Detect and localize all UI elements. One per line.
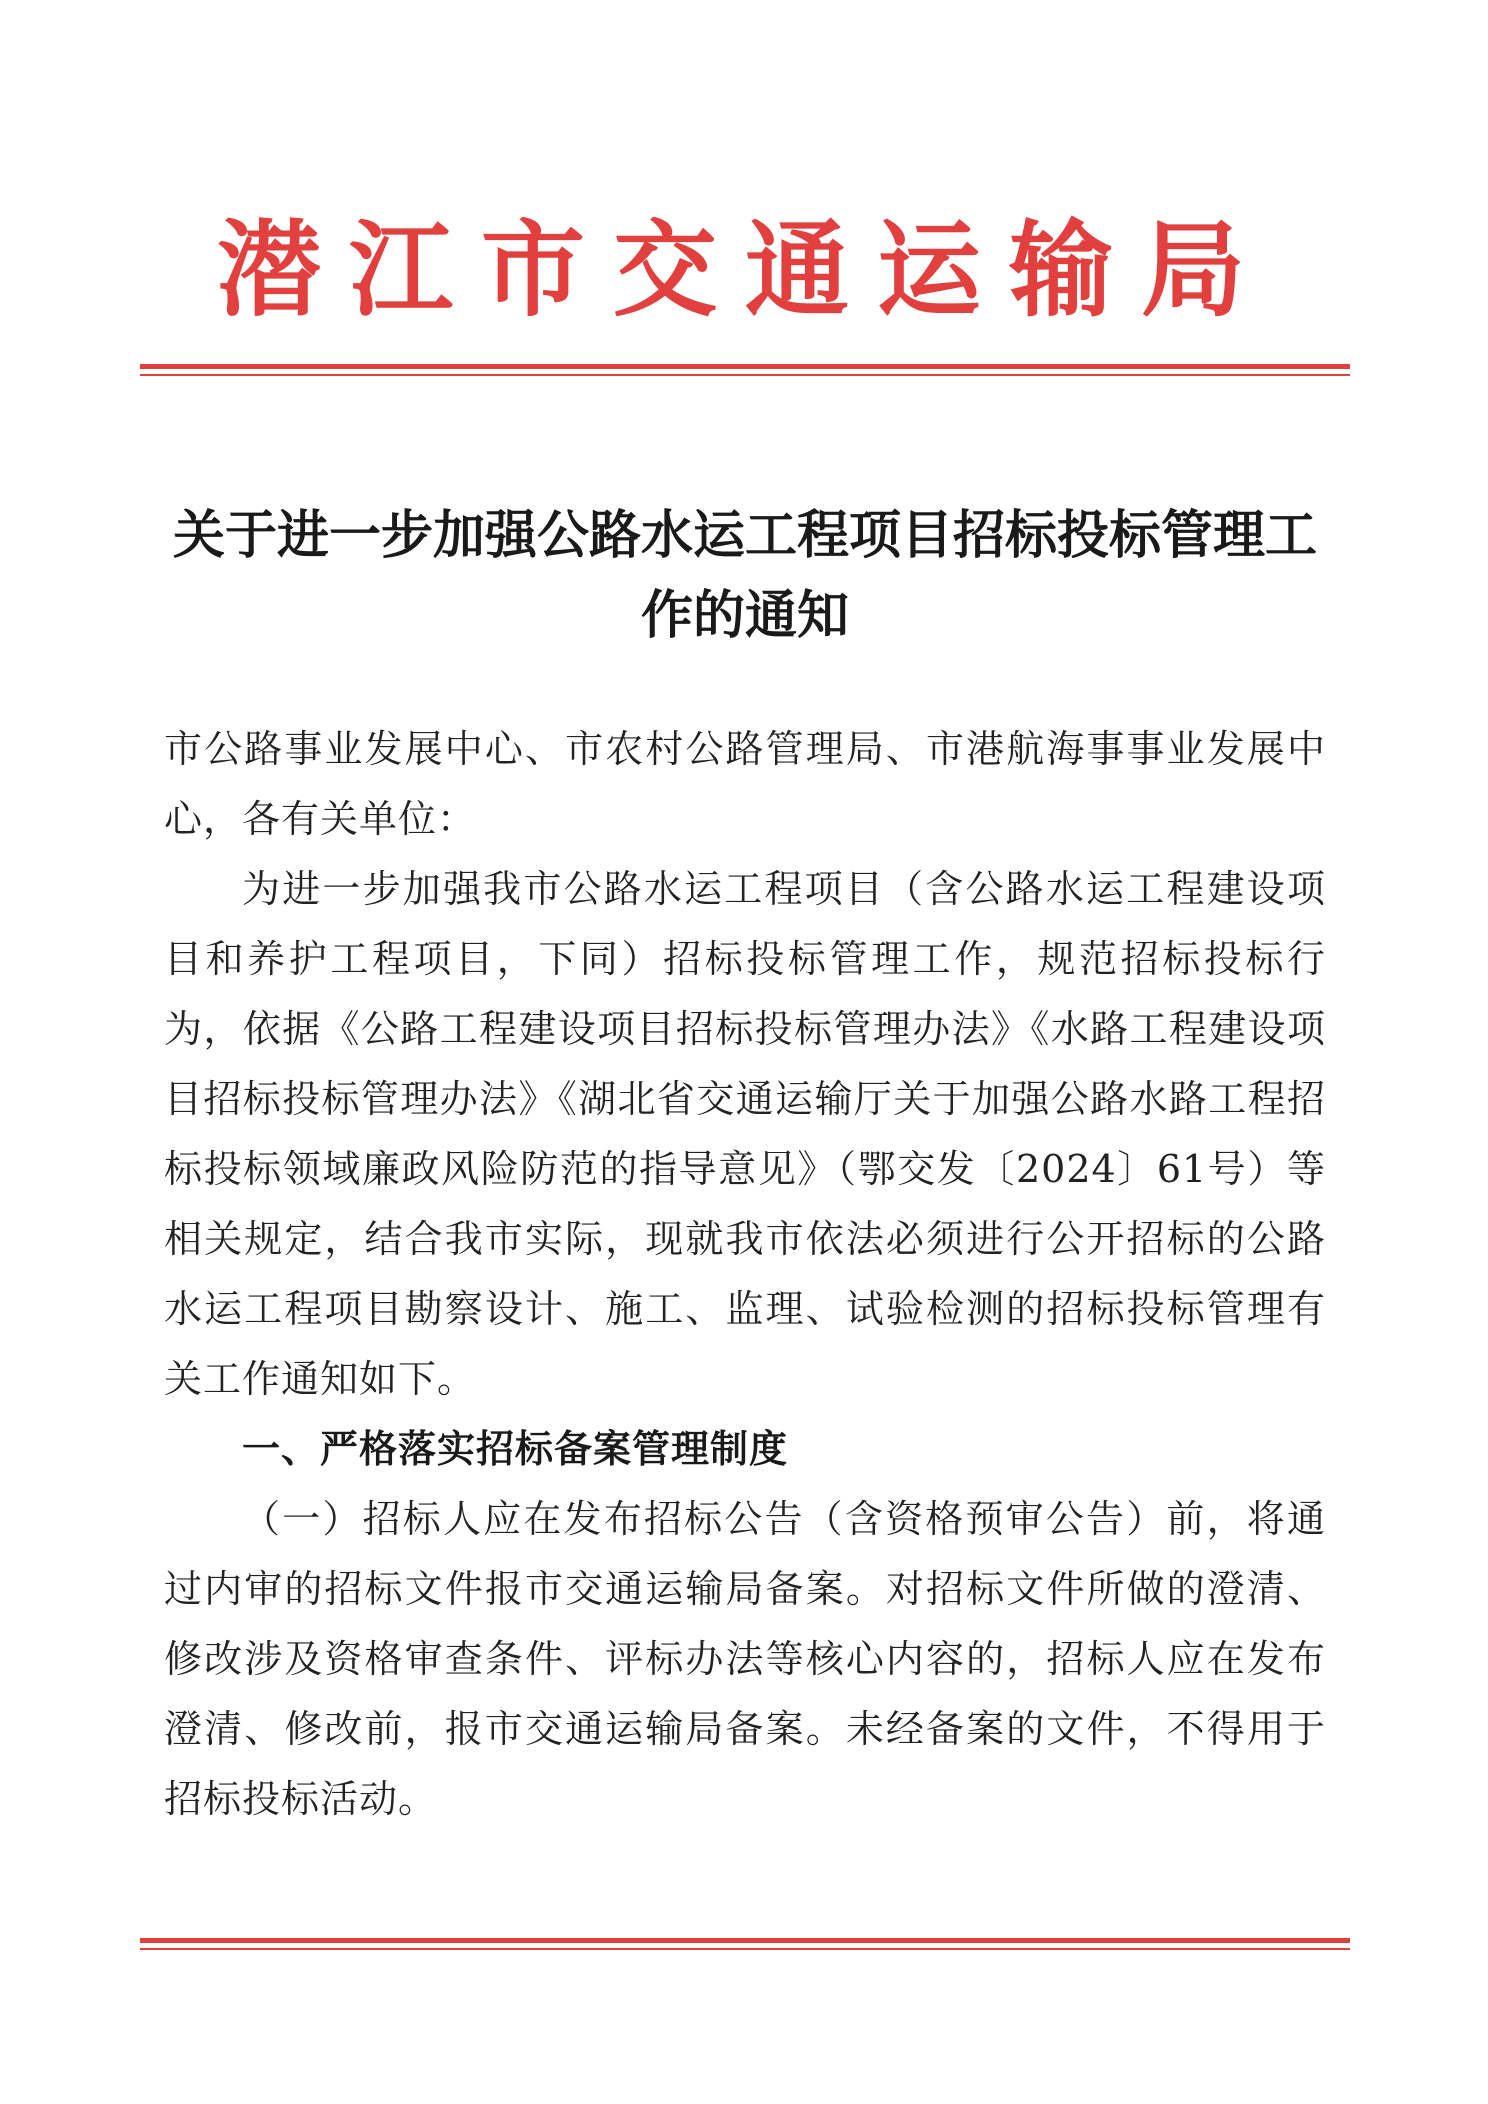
- header-red-rule: [140, 364, 1350, 376]
- footer-red-rule: [140, 1938, 1350, 1950]
- masthead: [140, 200, 1350, 340]
- section-heading: 一、严格落实招标备案管理制度: [242, 1427, 789, 1471]
- document-body: [164, 714, 1326, 1834]
- document-title: 关于进一步加强公路水运工程项目招标投标管理工作的通知: [172, 505, 1317, 646]
- addressee: 市公路事业发展中心、市农村公路管理局、市港航海事事业发展中心，各有关单位：: [164, 727, 1326, 841]
- section-item-paragraph: （一）招标人应在发布招标公告（含资格预审公告）前，将通过内审的招标文件报市交通运输局备案。对招标文件所做的澄清、修改涉及资格审查条件、评标办法等核心内容的，招标人应在发布澄清、修改前，报市交通运输局备案。未经备案的文件，不得用于招标投标活动。: [164, 1497, 1326, 1821]
- agency-name: 潜江市交通运输局: [216, 209, 1273, 331]
- intro-paragraph: 为进一步加强我市公路水运工程项目（含公路水运工程建设项目和养护工程项目，下同）招标投标管理工作，规范招标投标行为，依据《公路工程建设项目招标投标管理办法》《水路工程建设项目招标投标管理办法》《湖北省交通运输厅关于加强公路水路工程招标投标领域廉政风险防范的指导意见》（鄂交发〔2024〕61号）等相关规定，结合我市实际，现就我市依法必须进行公开招标的公路水运工程项目勘察设计、施工、监理、试验检测的招标投标管理有关工作通知如下。: [164, 867, 1326, 1401]
